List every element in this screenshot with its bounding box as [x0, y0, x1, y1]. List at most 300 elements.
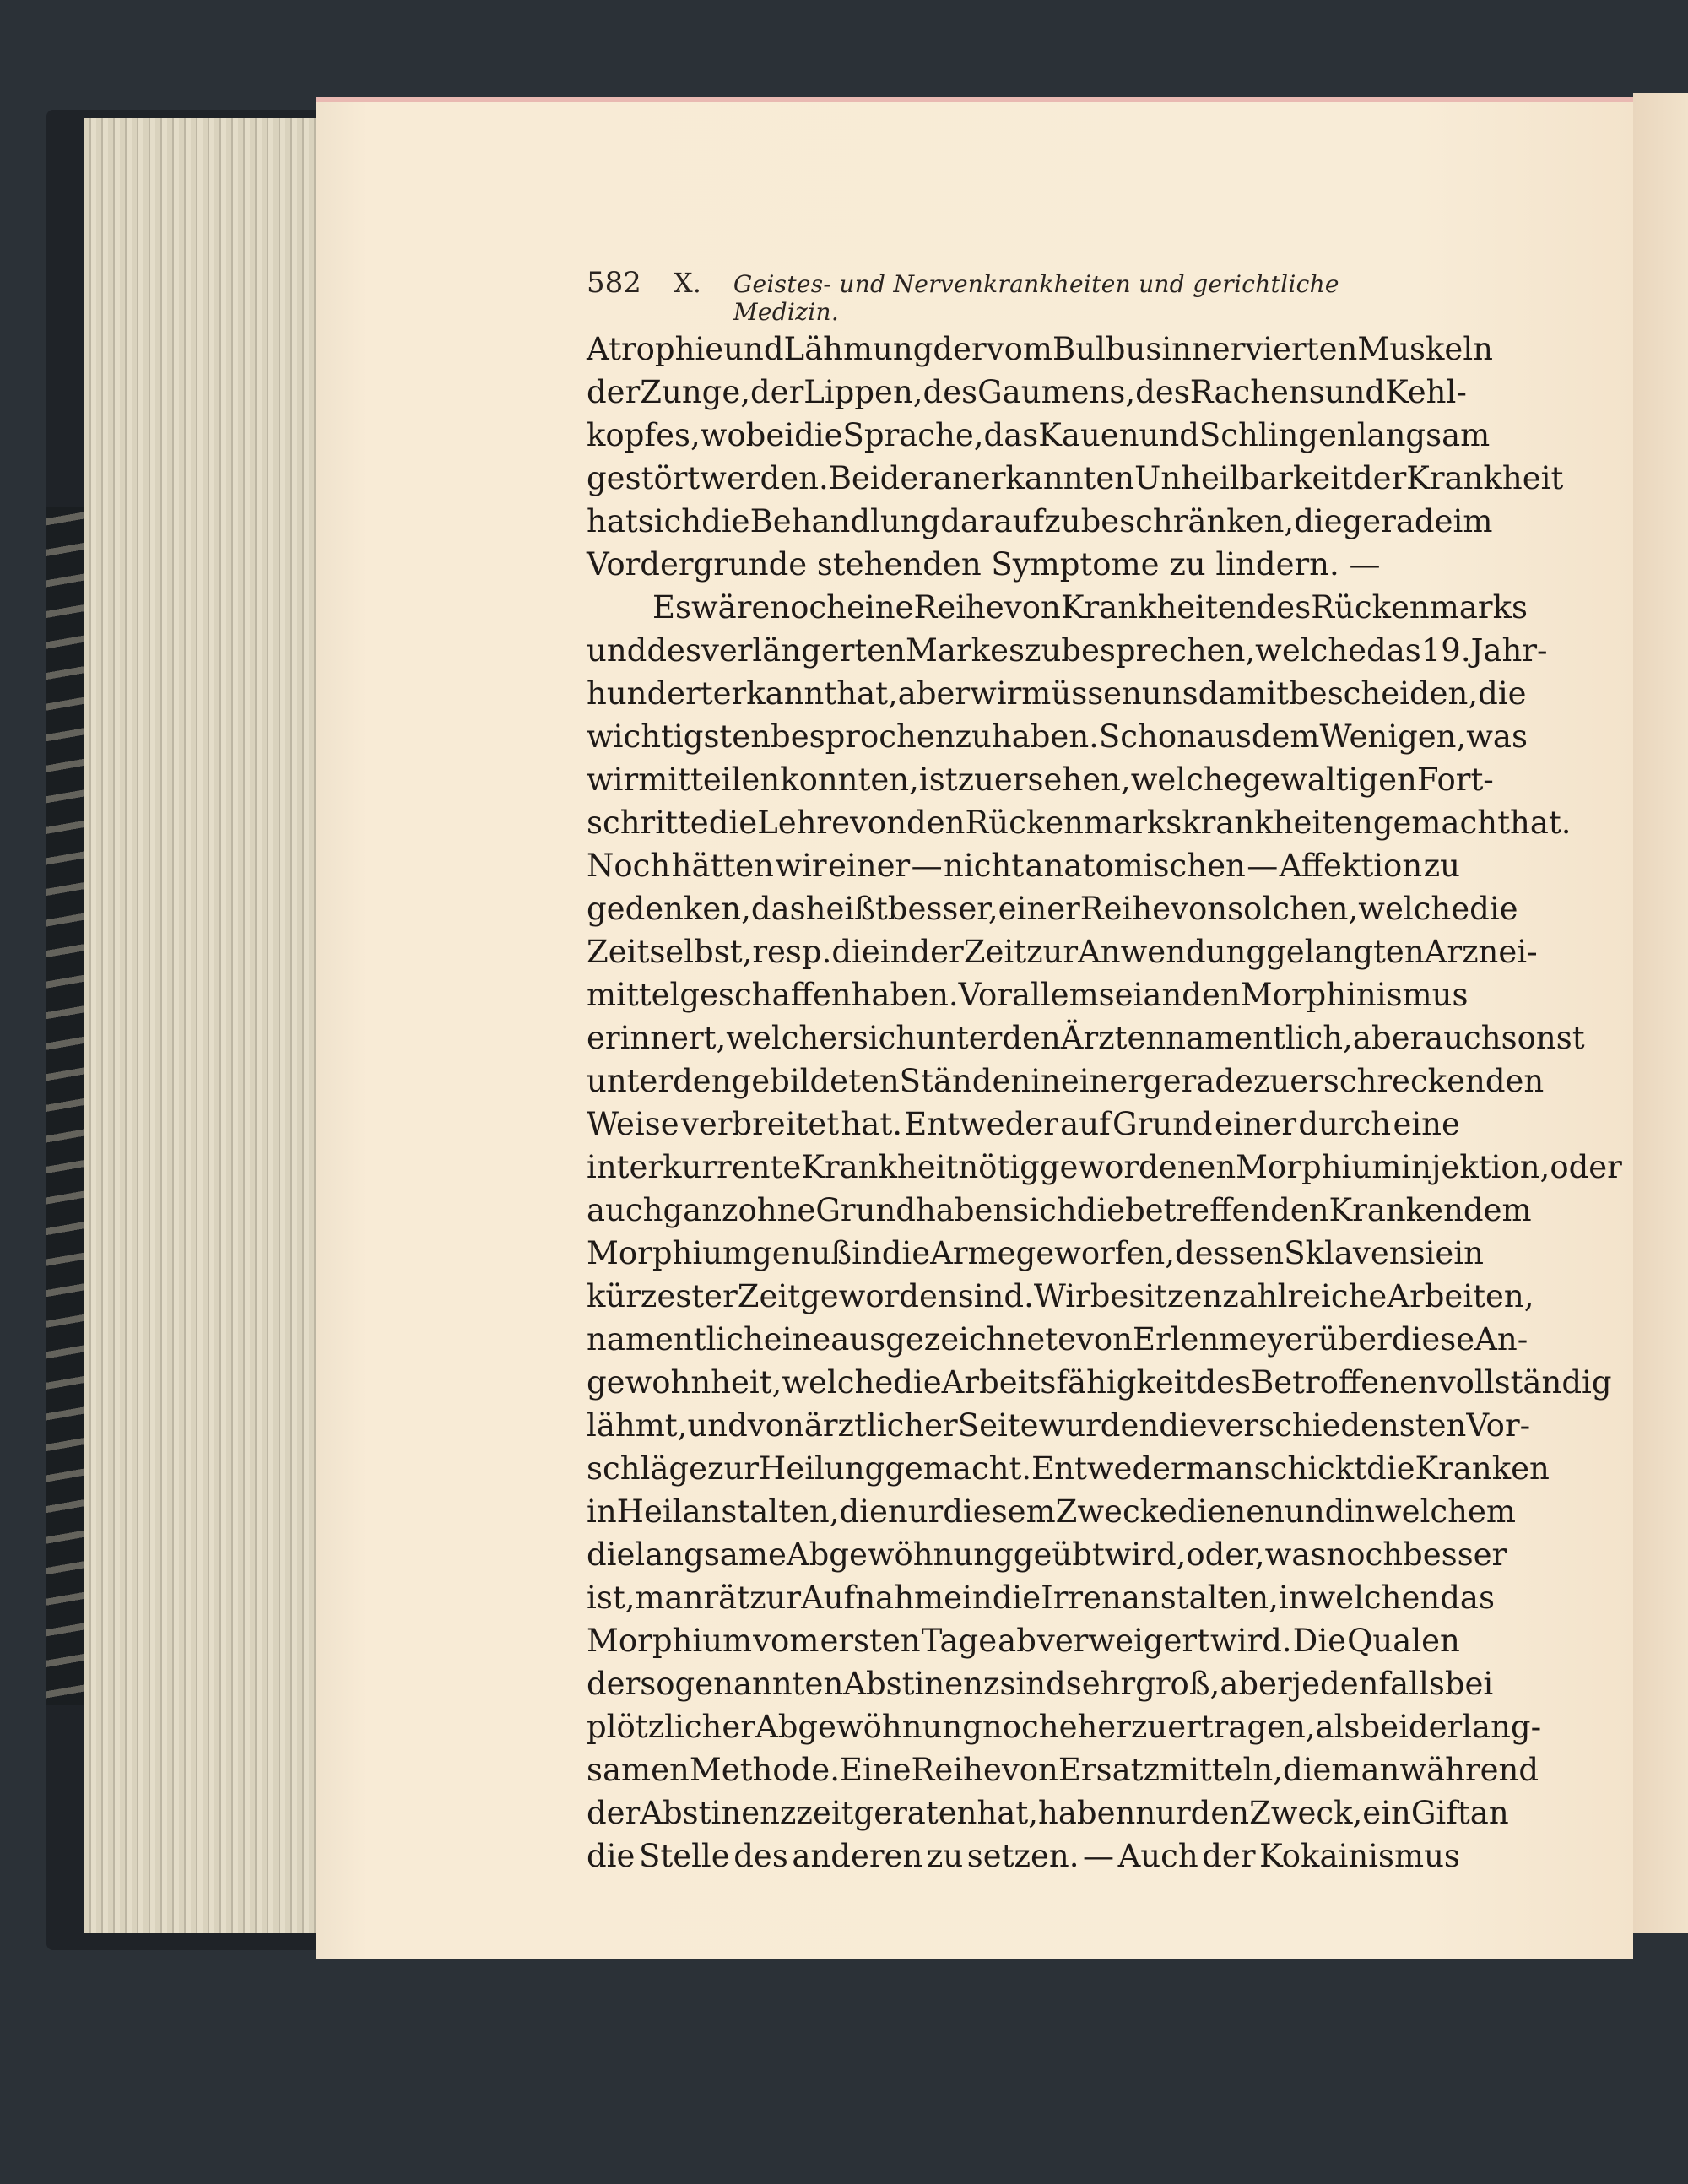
word: die: [701, 503, 750, 539]
word: hat.: [1509, 805, 1572, 841]
word: Die: [1292, 1623, 1347, 1659]
word: aber: [897, 675, 971, 712]
word: wir: [970, 675, 1022, 712]
text-line: [587, 414, 1491, 457]
word: in: [879, 934, 911, 970]
text-line: [587, 1146, 1622, 1189]
word: Aufnahme: [801, 1580, 963, 1616]
word: nur: [887, 1493, 944, 1530]
word: besitzen: [1090, 1278, 1223, 1314]
word: nicht: [944, 848, 1025, 884]
word: zu: [1130, 1709, 1168, 1745]
word: wird.: [1209, 1623, 1292, 1659]
word: samen: [587, 1752, 690, 1788]
word: bei: [1444, 1666, 1494, 1702]
word: Rachens: [1189, 374, 1325, 410]
word: Grund: [1112, 1106, 1213, 1142]
page-stack-edge: [84, 118, 331, 1933]
text-line: [587, 500, 1493, 543]
word: einer: [828, 848, 911, 884]
word: Abgewöhnung: [755, 1709, 982, 1745]
word: wird,: [1104, 1536, 1187, 1573]
word: Entweder: [904, 1106, 1058, 1142]
word: von: [850, 805, 907, 841]
word: den: [673, 1063, 732, 1099]
word: welche: [1255, 632, 1367, 669]
word: und: [1139, 417, 1199, 453]
word: Vor-: [1466, 1407, 1531, 1444]
word: haben.: [851, 977, 959, 1013]
text-line: [587, 629, 1548, 672]
word: Muskeln: [1357, 331, 1493, 367]
word: eine: [847, 589, 914, 626]
word: ein: [1362, 1795, 1411, 1831]
word: besprochen: [771, 718, 955, 755]
word: auch: [587, 1192, 663, 1228]
word: Wir: [1033, 1278, 1090, 1314]
word: verlängerten: [701, 632, 906, 669]
word: dem: [1463, 1192, 1532, 1228]
word: man: [1185, 1450, 1254, 1487]
word: geraten: [853, 1795, 977, 1831]
word: wir: [775, 848, 827, 884]
word: verbreitet: [680, 1106, 840, 1142]
word: hat: [587, 503, 638, 539]
word: ersten: [820, 1623, 921, 1659]
word: die: [1366, 1450, 1415, 1487]
word: Sklaven: [1284, 1235, 1409, 1271]
word: der: [1353, 460, 1407, 496]
word: des: [1256, 589, 1312, 626]
word: Behandlung: [749, 503, 941, 539]
text-line: [587, 543, 1460, 586]
word: Kokainismus: [1259, 1838, 1460, 1874]
word: schickt: [1253, 1450, 1367, 1487]
word: langsam: [1356, 417, 1491, 453]
word: eine: [1393, 1106, 1460, 1142]
word: Vor: [958, 977, 1012, 1013]
word: geworfen,: [1015, 1235, 1175, 1271]
text-line: [587, 1705, 1542, 1748]
word: verschiedensten: [1207, 1407, 1467, 1444]
word: und: [1284, 1493, 1345, 1530]
word: den: [1002, 1020, 1061, 1056]
word: von: [1004, 589, 1061, 626]
word: hundert: [587, 675, 713, 712]
word: Auch: [1117, 1838, 1198, 1874]
word: Reihe: [1079, 891, 1171, 927]
word: müssen: [1021, 675, 1142, 712]
word: Kauen: [1038, 417, 1139, 453]
word: der: [910, 934, 964, 970]
word: erinnert,: [587, 1020, 727, 1056]
word: der: [1408, 1709, 1463, 1745]
word: Lippen,: [803, 374, 923, 410]
word: in: [1344, 1493, 1376, 1530]
word: erschreckenden: [1290, 1063, 1545, 1099]
word: Zeit: [737, 1278, 801, 1314]
word: die: [1159, 1407, 1208, 1444]
word: unter: [587, 1063, 674, 1099]
word: Markes: [906, 632, 1025, 669]
word: den: [1182, 977, 1241, 1013]
word: noch: [770, 589, 847, 626]
word: werden.: [700, 460, 829, 496]
word: damit: [1198, 675, 1290, 712]
word: aber: [1220, 1666, 1292, 1702]
text-line: [587, 1275, 1534, 1318]
word: beschränken,: [1080, 503, 1295, 539]
word: langsame: [635, 1536, 787, 1573]
word: Kranken: [1328, 1192, 1463, 1228]
word: heißt: [805, 891, 888, 927]
word: und: [723, 331, 784, 367]
word: solchen,: [1227, 891, 1359, 927]
word: Reihe: [913, 589, 1004, 626]
word: Ärzten: [1060, 1020, 1166, 1056]
word: während: [1399, 1752, 1539, 1788]
word: welcher: [726, 1020, 852, 1056]
word: sind.: [957, 1278, 1034, 1314]
word: die: [587, 1838, 636, 1874]
word: an: [1469, 1795, 1509, 1831]
word: Krankheiten: [1060, 589, 1257, 626]
word: durch: [1298, 1106, 1392, 1142]
word: oder,: [1186, 1536, 1265, 1573]
text-line: [587, 1232, 1484, 1275]
word: die: [1282, 1752, 1332, 1788]
word: Ersatzmitteln,: [1058, 1752, 1283, 1788]
word: man: [1331, 1752, 1400, 1788]
word: den: [906, 805, 966, 841]
word: Kranken: [1415, 1450, 1550, 1487]
word: sei: [1098, 977, 1144, 1013]
word: selbst,: [649, 934, 753, 970]
word: das: [1440, 1580, 1495, 1616]
text-line: [587, 1189, 1532, 1232]
word: darauf: [940, 503, 1045, 539]
word: Krankheit: [801, 1149, 959, 1185]
word: wäre: [691, 589, 771, 626]
word: Methode.: [689, 1752, 840, 1788]
word: von: [1076, 1321, 1133, 1358]
word: des: [733, 1838, 788, 1874]
word: mitteilen: [638, 761, 781, 798]
word: von: [1001, 1752, 1058, 1788]
word: Qualen: [1347, 1623, 1460, 1659]
word: zur: [749, 1580, 802, 1616]
word: den: [1190, 1795, 1250, 1831]
word: Abstinenzzeit: [640, 1795, 854, 1831]
text-line: [587, 1447, 1550, 1490]
word: eine: [763, 1321, 831, 1358]
word: einer: [998, 891, 1080, 927]
word: die: [839, 1493, 888, 1530]
word: allem: [1011, 977, 1099, 1013]
word: ertragen,: [1167, 1709, 1316, 1745]
word: resp.: [752, 934, 832, 970]
word: nötig: [958, 1149, 1040, 1185]
chapter-title: Geistes- und Nervenkrankheiten und gerichtliche Medizin.: [733, 270, 1339, 326]
text-line: [587, 1318, 1528, 1361]
word: die: [1478, 675, 1527, 712]
word: gedenken,: [587, 891, 751, 927]
text-line: [587, 1103, 1460, 1146]
word: groß,: [1135, 1666, 1220, 1702]
word: gewohnheit,: [587, 1364, 782, 1401]
word: Zunge,: [640, 374, 750, 410]
word: von: [1171, 891, 1228, 927]
word: Schon: [1098, 718, 1197, 755]
word: zahlreiche: [1222, 1278, 1388, 1314]
word: anatomischen: [1025, 848, 1246, 884]
word: des: [647, 632, 701, 669]
word: in: [1453, 1235, 1484, 1271]
word: ohne: [738, 1192, 816, 1228]
word: erkannt: [712, 675, 837, 712]
word: Bei: [828, 460, 880, 496]
word: hätten: [671, 848, 774, 884]
word: sind: [999, 1666, 1066, 1702]
text-line: [587, 1404, 1531, 1447]
word: setzen.: [966, 1838, 1079, 1874]
word: ab: [998, 1623, 1036, 1659]
word: gewaltigen: [1242, 761, 1417, 798]
text-line: [587, 1361, 1612, 1404]
word: die: [1469, 891, 1518, 927]
word: gemacht: [1372, 805, 1510, 841]
word: Schlingen: [1198, 417, 1357, 453]
word: Arznei-: [1424, 934, 1538, 970]
word: Wenigen,: [1319, 718, 1467, 755]
word: in: [1278, 1580, 1309, 1616]
word: dessen: [1174, 1235, 1285, 1271]
word: der: [587, 1666, 641, 1702]
word: innervierten: [1161, 331, 1358, 367]
word: haben: [915, 1192, 1014, 1228]
text-line: [587, 371, 1467, 414]
word: gestört: [587, 460, 701, 496]
word: lähmt,: [587, 1407, 688, 1444]
word: unter: [916, 1020, 1003, 1056]
word: anderen: [792, 1838, 923, 1874]
word: Zwecke: [1055, 1493, 1177, 1530]
word: des: [1135, 374, 1190, 410]
text-line: [587, 973, 1469, 1016]
word: rät: [703, 1580, 750, 1616]
word: die: [893, 1364, 942, 1401]
word: schritte: [587, 805, 709, 841]
text-line: [587, 930, 1538, 973]
word: konnten,: [780, 761, 919, 798]
word: welche: [782, 1364, 894, 1401]
word: zu: [926, 1838, 964, 1874]
word: die: [831, 934, 880, 970]
line-text: Vordergrunde stehenden Symptome zu lindern. —: [587, 546, 1381, 583]
word: wir: [587, 761, 639, 798]
text-line: [587, 1490, 1516, 1533]
word: hat,: [977, 1795, 1038, 1831]
word: das: [983, 417, 1039, 453]
text-line: [587, 1834, 1460, 1878]
word: Zeit: [963, 934, 1027, 970]
word: geschaffen: [679, 977, 852, 1013]
text-line: [587, 1662, 1494, 1705]
word: haben.: [991, 718, 1099, 755]
word: des: [922, 374, 978, 410]
word: diesem: [943, 1493, 1056, 1530]
text-line: [587, 715, 1528, 758]
word: sich: [637, 503, 702, 539]
word: gemacht.: [885, 1450, 1032, 1487]
word: sich: [852, 1020, 917, 1056]
word: noch: [982, 1709, 1059, 1745]
word: der: [1202, 1838, 1256, 1874]
word: die: [794, 417, 843, 453]
word: Es: [652, 589, 691, 626]
word: wurden: [1038, 1407, 1160, 1444]
word: welche: [1130, 761, 1242, 798]
word: Krankheit: [1406, 460, 1564, 496]
word: besprechen,: [1061, 632, 1256, 669]
word: zu: [1044, 503, 1081, 539]
text-line: [587, 1791, 1509, 1834]
word: zu: [1423, 848, 1460, 884]
word: in: [587, 1493, 617, 1530]
text-line: [587, 1059, 1545, 1103]
word: Tage: [921, 1623, 998, 1659]
word: Morphiumgenuß: [587, 1235, 852, 1271]
text-line: [587, 328, 1493, 371]
word: Arbeiten,: [1387, 1278, 1534, 1314]
word: Abstinenz: [843, 1666, 1000, 1702]
word: Entweder: [1031, 1450, 1186, 1487]
word: Abgewöhnung: [786, 1536, 1014, 1573]
word: kopfes,: [587, 417, 701, 453]
word: der: [587, 374, 641, 410]
text-line: [587, 1016, 1585, 1059]
word: welche: [1358, 891, 1470, 927]
word: in: [962, 1580, 993, 1616]
word: diese: [1391, 1321, 1475, 1358]
word: Arbeitsfähigkeit: [941, 1364, 1197, 1401]
word: haben: [1038, 1795, 1136, 1831]
text-line: [587, 672, 1527, 715]
word: welchen: [1308, 1580, 1441, 1616]
text-line: [587, 887, 1518, 930]
word: Lähmung: [783, 331, 933, 367]
word: interkurrente: [587, 1149, 802, 1185]
word: und: [687, 1407, 748, 1444]
word: ärztlicher: [803, 1407, 958, 1444]
word: jedenfalls: [1291, 1666, 1445, 1702]
text-line: [587, 1576, 1495, 1619]
word: vom: [753, 1623, 820, 1659]
word: zu: [955, 718, 992, 755]
running-head: [587, 266, 1363, 326]
word: Bulbus: [1052, 331, 1162, 367]
word: besser: [1403, 1536, 1507, 1573]
word: schläge: [587, 1450, 708, 1487]
word: ist: [918, 761, 958, 798]
word: bescheiden,: [1289, 675, 1479, 712]
word: Eine: [839, 1752, 912, 1788]
word: betreffenden: [1125, 1192, 1329, 1228]
word: Atrophie: [587, 331, 724, 367]
word: Heilanstalten,: [616, 1493, 840, 1530]
word: die: [1076, 1192, 1126, 1228]
word: Rückenmarkskrankheiten: [965, 805, 1373, 841]
word: auch: [1425, 1020, 1501, 1056]
word: Jahr-: [1470, 632, 1548, 669]
word: die: [992, 1580, 1041, 1616]
word: Zweck,: [1249, 1795, 1363, 1831]
word: auf: [1060, 1106, 1111, 1142]
word: sonst: [1501, 1020, 1585, 1056]
text-line: [587, 758, 1494, 801]
word: 19.: [1420, 632, 1471, 669]
facing-page-edge: [1633, 93, 1688, 1933]
word: über: [1317, 1321, 1392, 1358]
word: gerade: [1342, 503, 1453, 539]
word: namentlich: [587, 1321, 764, 1358]
word: in: [852, 1235, 882, 1271]
word: Sprache,: [842, 417, 984, 453]
word: An-: [1474, 1321, 1528, 1358]
word: hat,: [836, 675, 898, 712]
word: aus: [1196, 718, 1252, 755]
text-line: [587, 1533, 1507, 1576]
body-text: [587, 328, 1622, 1878]
word: plötzlicher: [587, 1709, 755, 1745]
text-line: [587, 1619, 1460, 1662]
word: Grund: [815, 1192, 916, 1228]
word: Kehl-: [1385, 374, 1467, 410]
word: im: [1453, 503, 1493, 539]
word: von: [747, 1407, 804, 1444]
word: Weise: [587, 1106, 679, 1142]
word: als: [1315, 1709, 1361, 1745]
word: einer: [1214, 1106, 1297, 1142]
word: die: [881, 1235, 931, 1271]
word: mittel: [587, 977, 680, 1013]
word: gelangten: [1266, 934, 1425, 970]
word: verweigert: [1036, 1623, 1209, 1659]
word: Affektion: [1279, 848, 1423, 884]
text-line: [587, 457, 1564, 500]
word: aber: [1352, 1020, 1426, 1056]
word: der: [879, 460, 933, 496]
word: Ständen: [899, 1063, 1031, 1099]
word: geworden: [800, 1278, 958, 1314]
word: hat.: [841, 1106, 902, 1142]
word: zur: [707, 1450, 760, 1487]
word: sich: [1013, 1192, 1077, 1228]
word: Morphium: [587, 1623, 753, 1659]
word: zur: [1026, 934, 1079, 970]
word: das: [1366, 632, 1421, 669]
word: —: [911, 848, 943, 884]
text-line: [587, 1748, 1539, 1791]
word: Betroffenen: [1251, 1364, 1438, 1401]
word: nur: [1135, 1795, 1191, 1831]
word: Arme: [930, 1235, 1016, 1271]
word: die: [708, 805, 758, 841]
text-line: [587, 801, 1572, 844]
word: in: [1031, 1063, 1061, 1099]
word: Gift: [1410, 1795, 1470, 1831]
word: die: [1294, 503, 1343, 539]
